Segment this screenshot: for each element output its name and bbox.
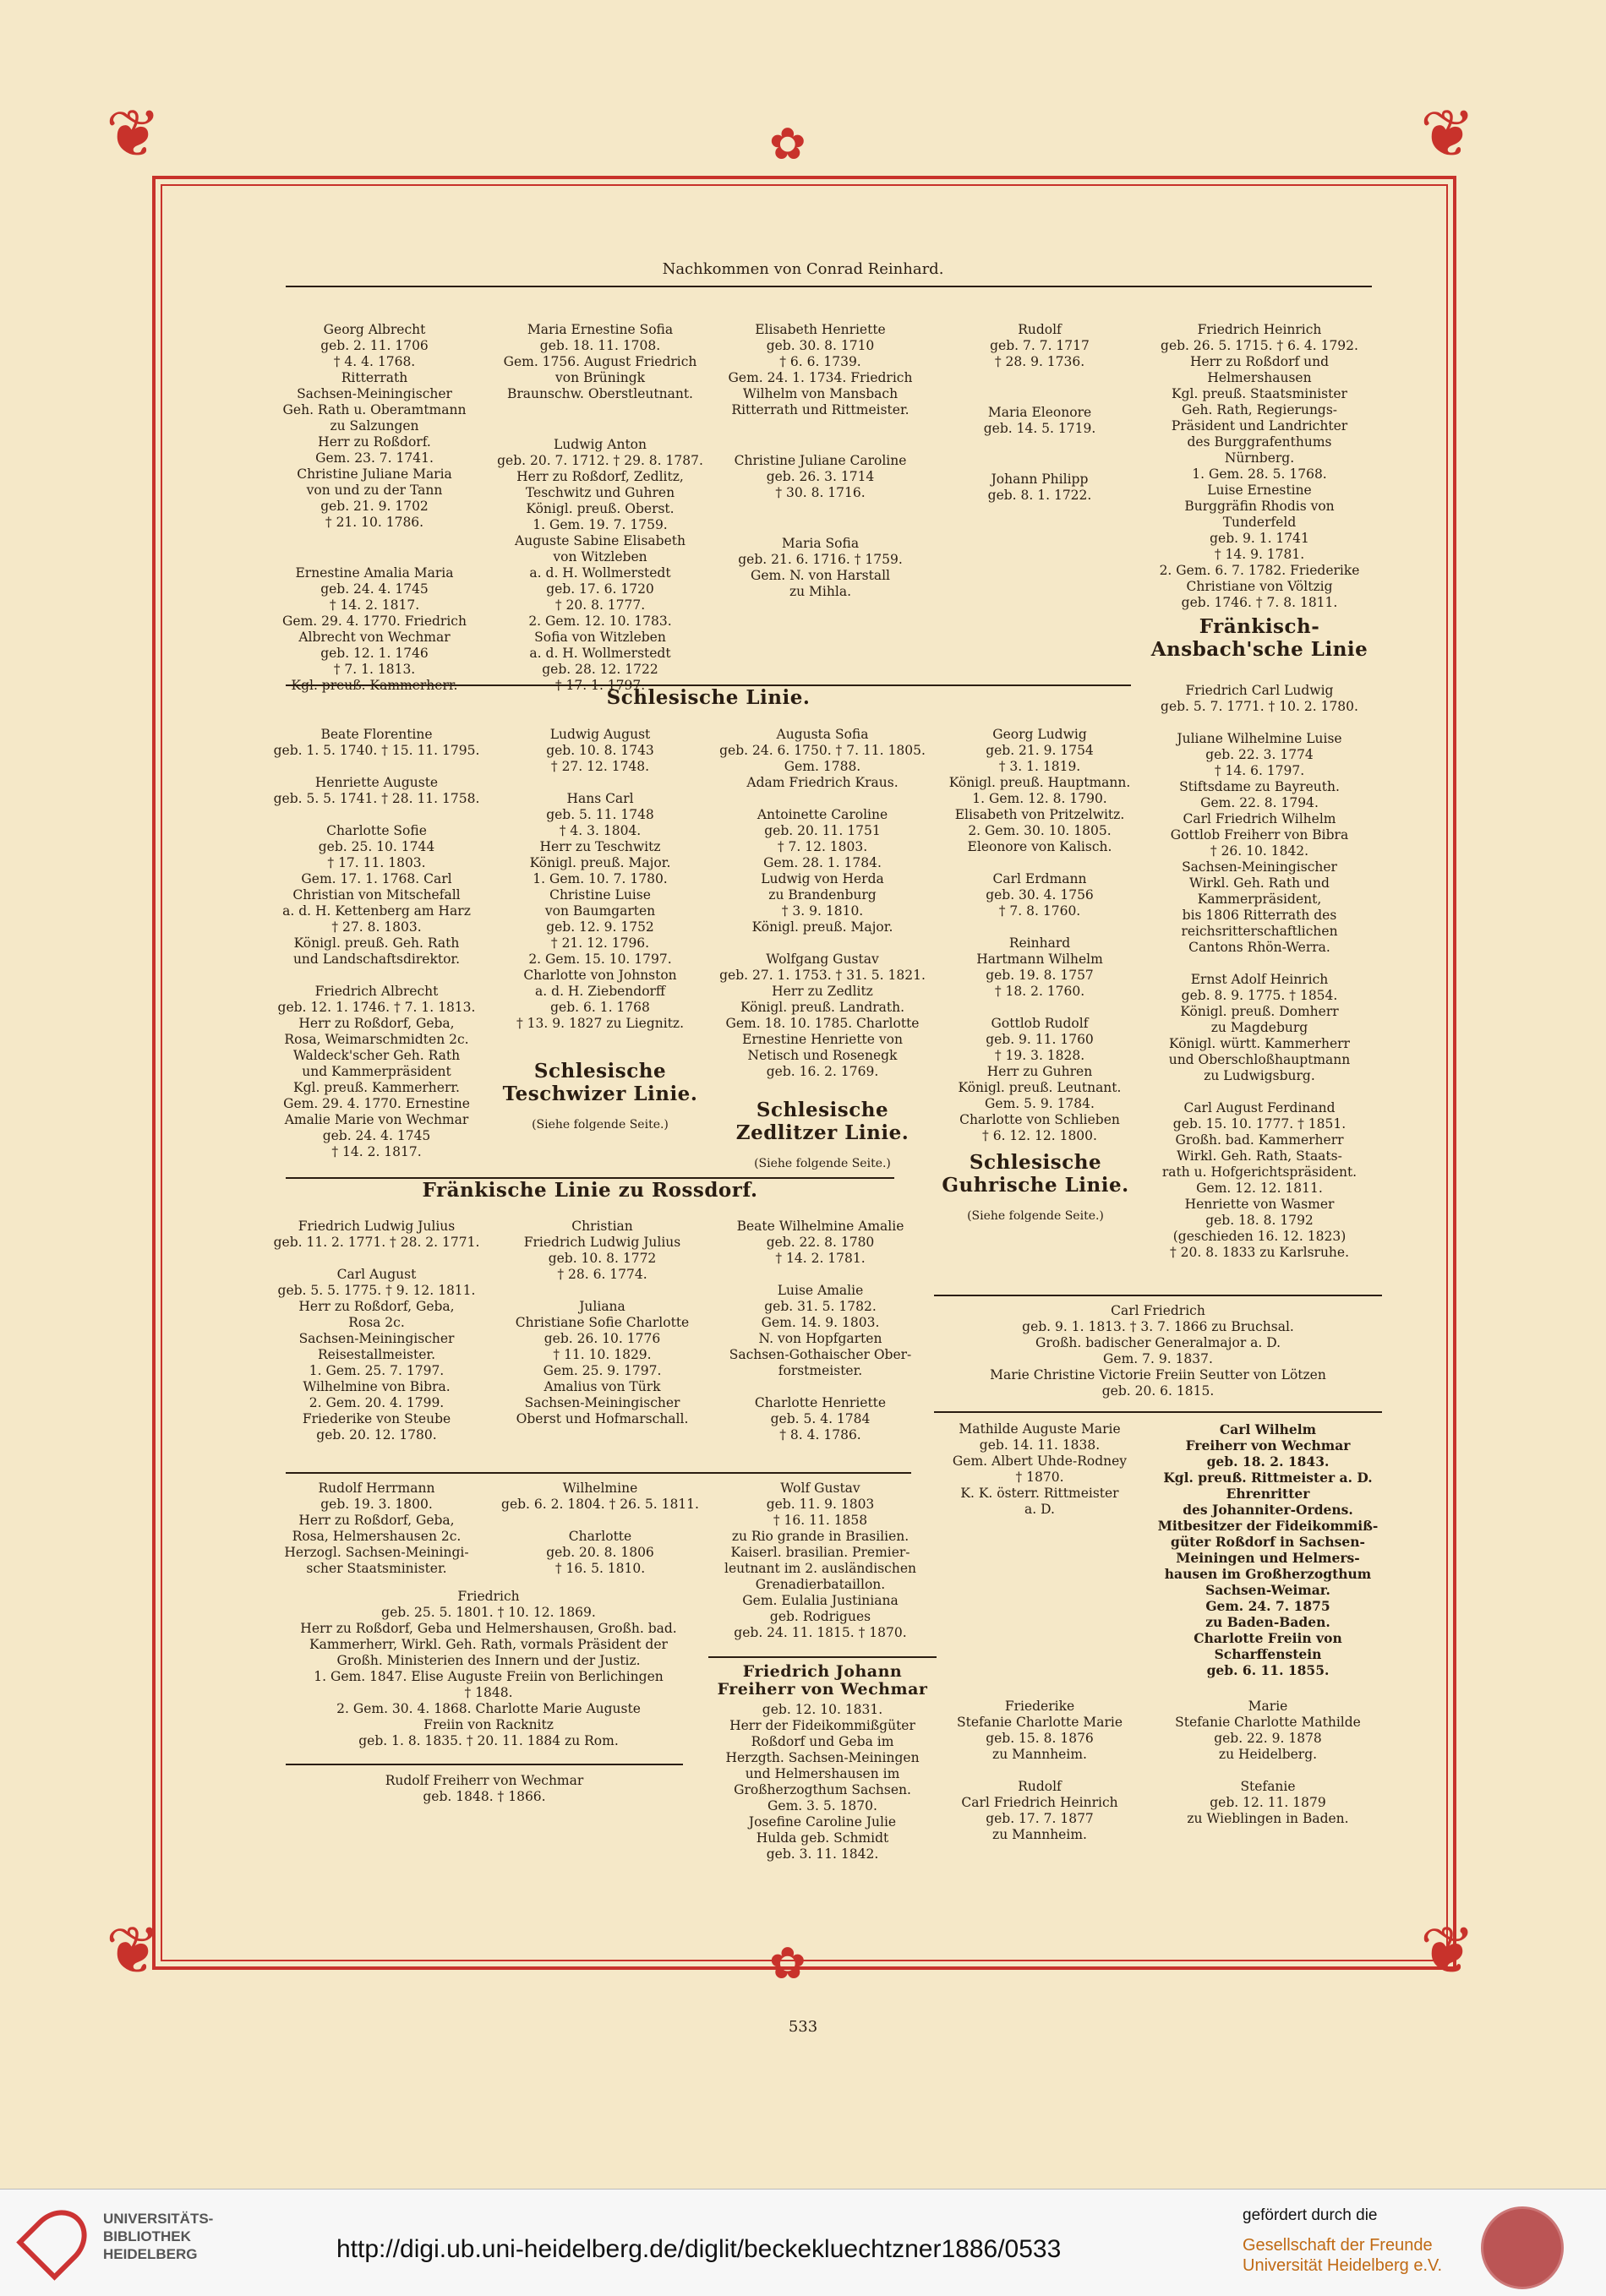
guhren-line-heading: Schlesische Guhrische Linie. (942, 1151, 1129, 1197)
christine-juliane-entry: Christine Juliane Caroline geb. 26. 3. 1714 † 30. 8. 1716. (734, 453, 907, 500)
friedrich-johann-heading: Friedrich Johann Freiherr von Wechmar (717, 1662, 928, 1699)
ernestine-amalia-entry: Ernestine Amalia Maria geb. 24. 4. 1745 † 14. 2. 1817. Gem. 29. 4. 1770. Friedrich Albrecht von Wechmar geb. 12. 1. 1746 † 7. 1. 1813. Kgl. preuß. Kammerherr. (282, 565, 467, 693)
rudolf-entry: Rudolf geb. 7. 7. 1717 † 28. 9. 1736. (990, 322, 1090, 369)
top-column-2 (494, 306, 706, 694)
rossdorf-line-heading: Fränkische Linie zu Rossdorf. (422, 1179, 758, 1202)
library-logo-icon (16, 2198, 99, 2281)
corner-ornament-bottom-right: ❦ (1420, 1913, 1476, 1989)
elisabeth-henriette-entry: Elisabeth Henriette geb. 30. 8. 1710 † 6. 6. 1739. Gem. 24. 1. 1734. Friedrich Wilhelm von Mansbach Ritterrath und Rittmeister. (728, 322, 913, 417)
rossdorf-column-1: Friedrich Ludwig Julius geb. 11. 2. 1771. † 28. 2. 1771. Carl August geb. 5. 5. 1775. † 9. 12. 1811. Herr zu Roßdorf, Geba, Rosa 2c. Sachsen-Meiningischer Reisestallmeister. 1. Gem. 25. 7. 1797. Wilhelmine von Bibra. 2. Gem. 20. 4. 1799. Friederike von Steube geb. 20. 12. 1780. (273, 1219, 480, 1442)
guhren-see-next: (Siehe folgende Seite.) (967, 1209, 1104, 1223)
support-text: gefördert durch die (1243, 2206, 1378, 2224)
schlesische-column-4: Georg Ludwig geb. 21. 9. 1754 † 3. 1. 1819. Königl. preuß. Hauptmann. 1. Gem. 12. 8. 1790. Elisabeth von Pritzelwitz. 2. Gem. 30. 10. 1805. Eleonore von Kalisch. Carl Erdmann geb. 30. 4. 1756 † 7. 8. 1760. Reinhard Hartmann Wilhelm geb. 19. 8. 1757 † 18. 2. 1760. Gottlob Rudolf geb. 9. 11. 1760 † 19. 3. 1828. Herr zu Guhren Königl. preuß. Leutnant. Gem. 5. 9. 1784. Charlotte von Schlieben † 6. 12. 12. 1800. (948, 727, 1131, 1143)
page-number: 533 (788, 2018, 818, 2036)
top-column-1 (269, 306, 480, 694)
johann-philipp-entry: Johann Philipp geb. 8. 1. 1722. (987, 472, 1092, 503)
rudolf-1848-entry: Rudolf Freiherr von Wechmar geb. 1848. † 1866. (385, 1773, 584, 1804)
friedrich-heinrich-entry: Friedrich Heinrich geb. 26. 5. 1715. † 6. 4. 1792. Herr zu Roßdorf und Helmershausen Kgl. preuß. Staatsminister Geh. Rath, Regierungs- Präsident und Landrichter des Burggrafenthums Nürnberg. 1. Gem. 28. 5. 1768. Luise Ernestine Burggräfin Rhodis von Tunderfeld geb. 9. 1. 1741 † 14. 9. 1781. 2. Gem. 6. 7. 1782. Friederike Christiane von Völtzig geb. 1746. † 7. 8. 1811. (1159, 322, 1360, 610)
teschwitz-see-next: (Siehe folgende Seite.) (532, 1118, 669, 1132)
carl-friedrich-rule (934, 1295, 1382, 1296)
corner-ornament-top-left: ❦ (106, 96, 161, 172)
maria-sofia-entry: Maria Sofia geb. 21. 6. 1716. † 1759. Gem. N. von Harstall zu Mihla. (738, 536, 903, 599)
schlesische-line-heading: Schlesische Linie. (606, 686, 811, 709)
rossdorf-column-3: Beate Wilhelmine Amalie geb. 22. 8. 1780 † 14. 2. 1781. Luise Amalie geb. 31. 5. 1782. Gem. 14. 9. 1803. N. von Hopfgarten Sachsen-Gothaischer Ober- forstmeister. Charlotte Henriette geb. 5. 4. 1784 † 8. 4. 1786. (729, 1219, 912, 1442)
header-rule (286, 286, 1372, 287)
page-header: Nachkommen von Conrad Reinhard. (662, 260, 944, 278)
digitization-footer (0, 2189, 1606, 2296)
top-column-3 (708, 306, 932, 600)
friederike-rudolf-entry: Friederike Stefanie Charlotte Marie geb. 15. 8. 1876 zu Mannheim. Rudolf Carl Friedrich Heinrich geb. 17. 7. 1877 zu Mannheim. (956, 1699, 1123, 1842)
carl-friedrich-entry: Carl Friedrich geb. 9. 1. 1813. † 3. 7. 1866 zu Bruchsal. Großh. badischer Generalmajor a. D. Gem. 7. 9. 1837. Marie Christine Victorie Freiin Seutter von Lötzen geb. 20. 6. 1815. (990, 1303, 1326, 1399)
ansbach-line-heading: Fränkisch- Ansbach'sche Linie (1150, 615, 1368, 661)
friedrich-johann-rule (708, 1656, 937, 1658)
ludwig-anton-entry: Ludwig Anton geb. 20. 7. 1712. † 29. 8. 1787. Herr zu Roßdorf, Zedlitz, Teschwitz und Guhren Königl. preuß. Oberst. 1. Gem. 19. 7. 1759. Auguste Sabine Elisabeth von Witzleben a. d. H. Wollmerstedt geb. 17. 6. 1720 † 20. 8. 1777. 2. Gem. 12. 10. 1783. Sofia von Witzleben a. d. H. Wollmerstedt geb. 28. 12. 1722 † 17. 1. 1797. (497, 437, 703, 693)
friedrich-1801-entry: Friedrich geb. 25. 5. 1801. † 10. 12. 1869. Herr zu Roßdorf, Geba und Helmershausen, Großh. bad. Kammerherr, Wirkl. Geh. Rath, vormals Präsident der Großh. Ministerien des Innern und der Justiz. 1. Gem. 1847. Elise Auguste Freiin von Berlichingen † 1848. 2. Gem. 30. 4. 1868. Charlotte Marie Auguste Freiin von Racknitz geb. 1. 8. 1835. † 20. 11. 1884 zu Rom. (300, 1589, 677, 1748)
schlesische-column-3: Augusta Sofia geb. 24. 6. 1750. † 7. 11. 1805. Gem. 1788. Adam Friedrich Kraus. Antoinette Caroline geb. 20. 11. 1751 † 7. 12. 1803. Gem. 28. 1. 1784. Ludwig von Herda zu Brandenburg † 3. 9. 1810. Königl. preuß. Major. Wolfgang Gustav geb. 27. 1. 1753. † 31. 5. 1821. Herr zu Zedlitz Königl. preuß. Landrath. Gem. 18. 10. 1785. Charlotte Ernestine Henriette von Netisch und Rosenegk geb. 16. 2. 1769. (719, 727, 926, 1079)
georg-albrecht-entry: Georg Albrecht geb. 2. 11. 1706 † 4. 4. 1768. Ritterrath Sachsen-Meiningischer Geh. Rath u. Oberamtmann zu Salzungen Herr zu Roßdorf. Gem. 23. 7. 1741. Christine Juliane Maria von und zu der Tann geb. 21. 9. 1702 † 21. 10. 1786. (282, 322, 467, 530)
top-column-4 (942, 306, 1137, 504)
wolf-gustav-entry: Wolf Gustav geb. 11. 9. 1803 † 16. 11. 1858 zu Rio grande in Brasilien. Kaiserl. brasilian. Premier- leutnant im 2. ausländischen Grenadierbataillon. Gem. Eulalia Justiniana geb. Rodrigues geb. 24. 11. 1815. † 1870. (724, 1481, 916, 1640)
rudolf-herrmann-entry: Rudolf Herrmann geb. 19. 3. 1800. Herr zu Roßdorf, Geba, Rosa, Helmershausen 2c. Herzogl. Sachsen-Meiningi- scher Staatsminister. (284, 1481, 469, 1576)
corner-ornament-bottom-left: ❦ (106, 1913, 161, 1989)
zedlitz-line-heading: Schlesische Zedlitzer Linie. (735, 1099, 910, 1144)
digital-url[interactable]: http://digi.ub.uni-heidelberg.de/diglit/beckekluechtzner1886/0533 (336, 2235, 1062, 2263)
library-name: UNIVERSITÄTS- BIBLIOTHEK HEIDELBERG (103, 2211, 214, 2262)
university-seal-icon (1481, 2206, 1564, 2289)
maria-eleonore-entry: Maria Eleonore geb. 14. 5. 1719. (983, 405, 1096, 436)
society-name: Gesellschaft der Freunde Universität Heidelberg e.V. (1243, 2236, 1443, 2275)
rudolf-1848-rule (286, 1764, 683, 1765)
schlesische-column-1: Beate Florentine geb. 1. 5. 1740. † 15. 11. 1795. Henriette Auguste geb. 5. 5. 1741. † 28. 11. 1758. Charlotte Sofie geb. 25. 10. 1744 † 17. 11. 1803. Gem. 17. 1. 1768. Carl Christian von Mitschefall a. d. H. Kettenberg am Harz † 27. 8. 1803. Königl. preuß. Geh. Rath und Landschaftsdirektor. Friedrich Albrecht geb. 12. 1. 1746. † 7. 1. 1813. Herr zu Roßdorf, Geba, Rosa, Weimarschmidten 2c. Waldeck'scher Geh. Rath und Kammerpräsident Kgl. preuß. Kammerherr. Gem. 29. 4. 1770. Ernestine Amalie Marie von Wechmar geb. 24. 4. 1745 † 14. 2. 1817. (273, 727, 480, 1159)
ansbach-column: Friedrich Carl Ludwig geb. 5. 7. 1771. † 10. 2. 1780. Juliane Wilhelmine Luise geb. 22. 3. 1774 † 14. 6. 1797. Stiftsdame zu Bayreuth. Gem. 22. 8. 1794. Carl Friedrich Wilhelm Gottlob Freiherr von Bibra † 26. 10. 1842. Sachsen-Meiningischer Wirkl. Geh. Rath und Kammerpräsident, bis 1806 Ritterrath des reichsritterschaftlichen Cantons Rhön-Werra. Ernst Adolf Heinrich geb. 8. 9. 1775. † 1854. Königl. preuß. Domherr zu Magdeburg Königl. württ. Kammerherr und Oberschloßhauptmann zu Ludwigsburg. Carl August Ferdinand geb. 15. 10. 1777. † 1851. Großh. bad. Kammerherr Wirkl. Geh. Rath, Staats- rath u. Hofgerichtspräsident. Gem. 12. 12. 1811. Henriette von Wasmer geb. 18. 8. 1792 (geschieden 16. 12. 1823) † 20. 8. 1833 zu Karlsruhe. (1161, 683, 1358, 1260)
zedlitz-see-next: (Siehe folgende Seite.) (754, 1157, 891, 1170)
mathilde-entry: Mathilde Auguste Marie geb. 14. 11. 1838. Gem. Albert Uhde-Rodney † 1870. K. K. österr. Rittmeister a. D. (952, 1421, 1128, 1517)
mathilde-rule (934, 1411, 1382, 1413)
marie-stefanie-entry: Marie Stefanie Charlotte Mathilde geb. 22. 9. 1878 zu Heidelberg. Stefanie geb. 12. 11. 1879 zu Wieblingen in Baden. (1175, 1699, 1361, 1826)
carl-wilhelm-entry: Carl Wilhelm Freiherr von Wechmar geb. 18. 2. 1843. Kgl. preuß. Rittmeister a. D. Ehrenritter des Johanniter-Ordens. Mitbesitzer der Fideikommiß- güter Roßdorf in Sachsen- Meiningen und Helmers- hausen im Großherzogthum Sachsen-Weimar. Gem. 24. 7. 1875 zu Baden-Baden. Charlotte Freiin von Scharffenstein geb. 6. 11. 1855. (1157, 1421, 1379, 1678)
corner-ornament-top-right: ❦ (1420, 96, 1476, 172)
maria-ernestine-entry: Maria Ernestine Sofia geb. 18. 11. 1708. Gem. 1756. August Friedrich von Brüningk Braunschw. Oberstleutnant. (503, 322, 697, 401)
rudolf-herrmann-rule (286, 1472, 911, 1474)
rossdorf-column-2: Christian Friedrich Ludwig Julius geb. 10. 8. 1772 † 28. 6. 1774. Juliana Christiane Sofie Charlotte geb. 26. 10. 1776 † 11. 10. 1829. Gem. 25. 9. 1797. Amalius von Türk Sachsen-Meiningischer Oberst und Hofmarschall. (515, 1219, 690, 1426)
bottom-center-ornament: ✿ (769, 1939, 806, 1989)
schlesische-column-2: Ludwig August geb. 10. 8. 1743 † 27. 12. 1748. Hans Carl geb. 5. 11. 1748 † 4. 3. 1804. Herr zu Teschwitz Königl. preuß. Major. 1. Gem. 10. 7. 1780. Christine Luise von Baumgarten geb. 12. 9. 1752 † 21. 12. 1796. 2. Gem. 15. 10. 1797. Charlotte von Johnston a. d. H. Ziebendorff geb. 6. 1. 1768 † 13. 9. 1827 zu Liegnitz. (516, 727, 685, 1031)
teschwitz-line-heading: Schlesische Teschwizer Linie. (502, 1060, 698, 1105)
friedrich-johann-entry: geb. 12. 10. 1831. Herr der Fideikommißgüter Roßdorf und Geba im Herzgth. Sachsen-Meiningen und Helmershausen im Großherzogthum Sachsen. Gem. 3. 5. 1870. Josefine Caroline Julie Hulda geb. Schmidt geb. 3. 11. 1842. (725, 1702, 920, 1862)
wilhelmine-entry: Wilhelmine geb. 6. 2. 1804. † 26. 5. 1811. Charlotte geb. 20. 8. 1806 † 16. 5. 1810. (501, 1481, 699, 1576)
top-center-ornament: ✿ (769, 119, 806, 170)
top-column-5 (1137, 306, 1382, 611)
